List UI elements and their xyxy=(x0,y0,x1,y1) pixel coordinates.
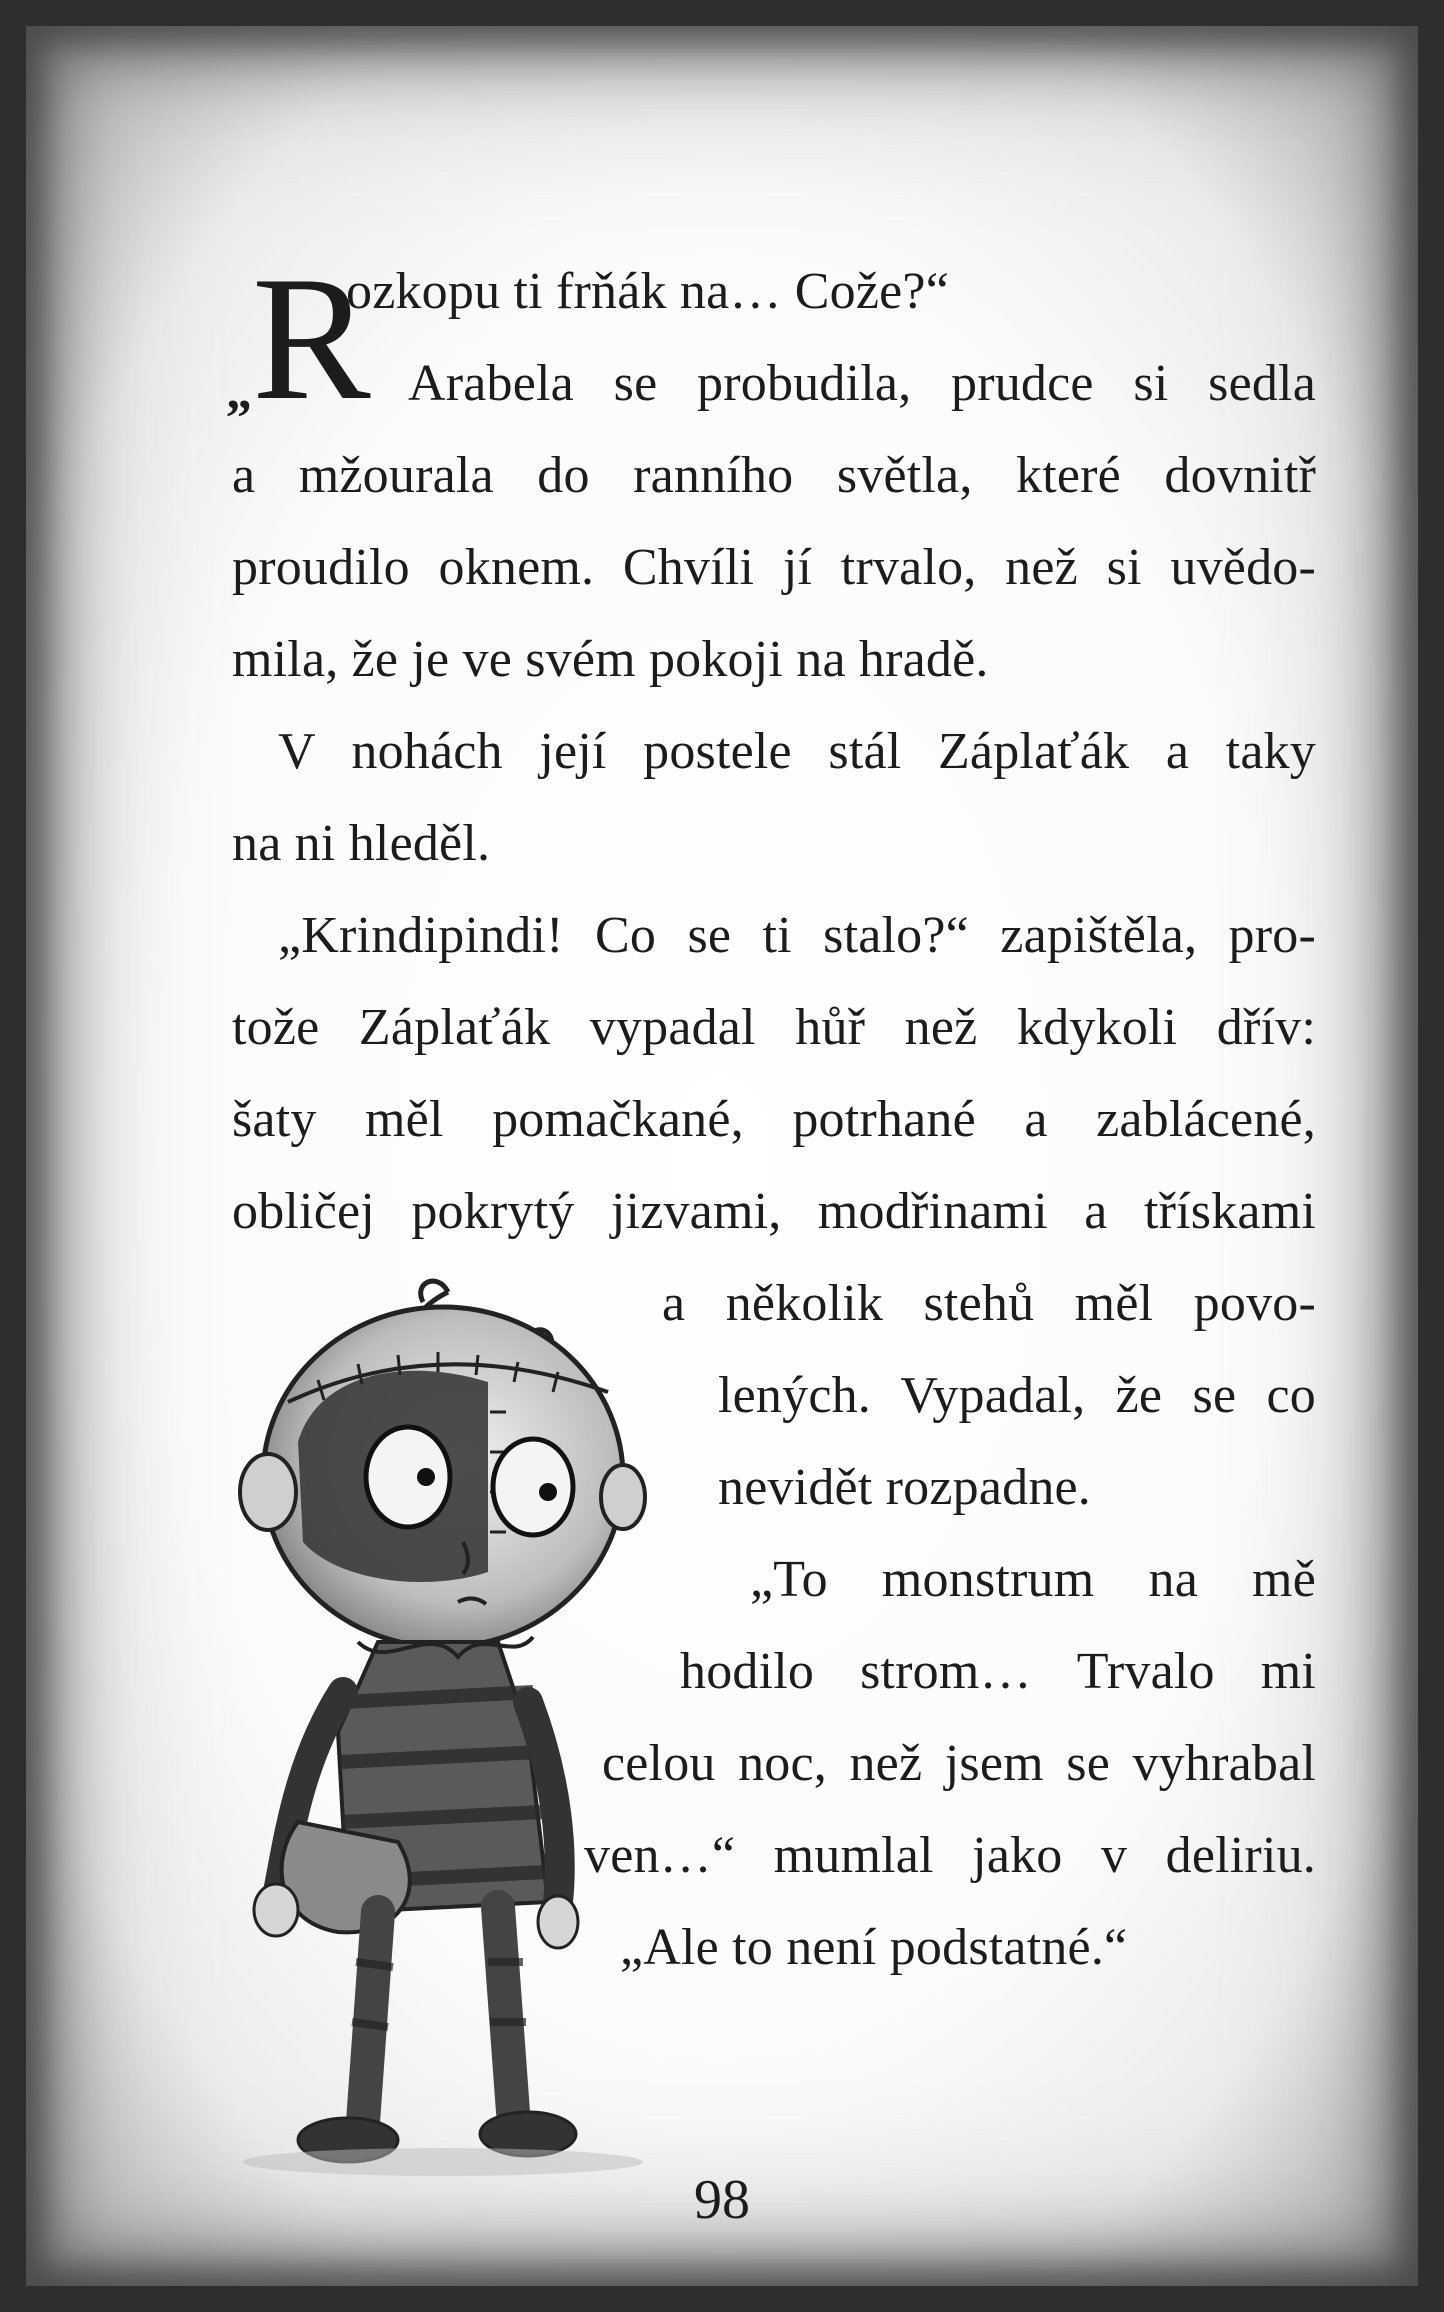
text-line-15: „To monstrum na mě xyxy=(750,1551,1316,1608)
text-line-17: celou noc, než jsem se vyhrabal xyxy=(602,1735,1316,1792)
text-line-1: ozkopu ti frňák na… Cože?“ xyxy=(346,263,949,320)
text-line-7: na ni hleděl. xyxy=(232,815,491,872)
text-line-19: „Ale to není podstatné.“ xyxy=(620,1919,1128,1976)
text-line-2: Arabela se probudila, prudce si sedla xyxy=(408,355,1316,412)
text-line-13: lených. Vypadal, že se co xyxy=(718,1367,1316,1424)
text-line-16: hodilo strom… Trvalo mi xyxy=(680,1643,1316,1700)
text-line-5: mila, že je ve svém pokoji na hradě. xyxy=(232,631,989,688)
text-line-9: tože Záplaťák vypadal hůř než kdykoli dřív: xyxy=(232,999,1316,1056)
text-line-11: obličej pokrytý jizvami, modřinami a třískami xyxy=(232,1183,1316,1240)
text-line-3: a mžourala do ranního světla, které dovnitř xyxy=(232,447,1316,504)
page-number: 98 xyxy=(694,2169,750,2231)
text-line-4: proudilo oknem. Chvíli jí trvalo, než si uvědo- xyxy=(232,539,1316,596)
drop-cap-quote: „ xyxy=(226,363,252,420)
text-line-12: a několik stehů měl povo- xyxy=(662,1275,1316,1332)
text-line-18: ven…“ mumlal jako v deliriu. xyxy=(584,1827,1316,1884)
text-line-6: V nohách její postele stál Záplaťák a taky xyxy=(278,723,1316,780)
text-line-8: „Krindipindi! Co se ti stalo?“ zapištěla, pro- xyxy=(278,907,1316,964)
zombie-boy-illustration xyxy=(228,1262,668,2182)
text-line-10: šaty měl pomačkané, potrhané a zablácené, xyxy=(232,1091,1316,1148)
text-line-14: nevidět rozpadne. xyxy=(718,1459,1092,1516)
drop-cap: R xyxy=(252,239,371,437)
